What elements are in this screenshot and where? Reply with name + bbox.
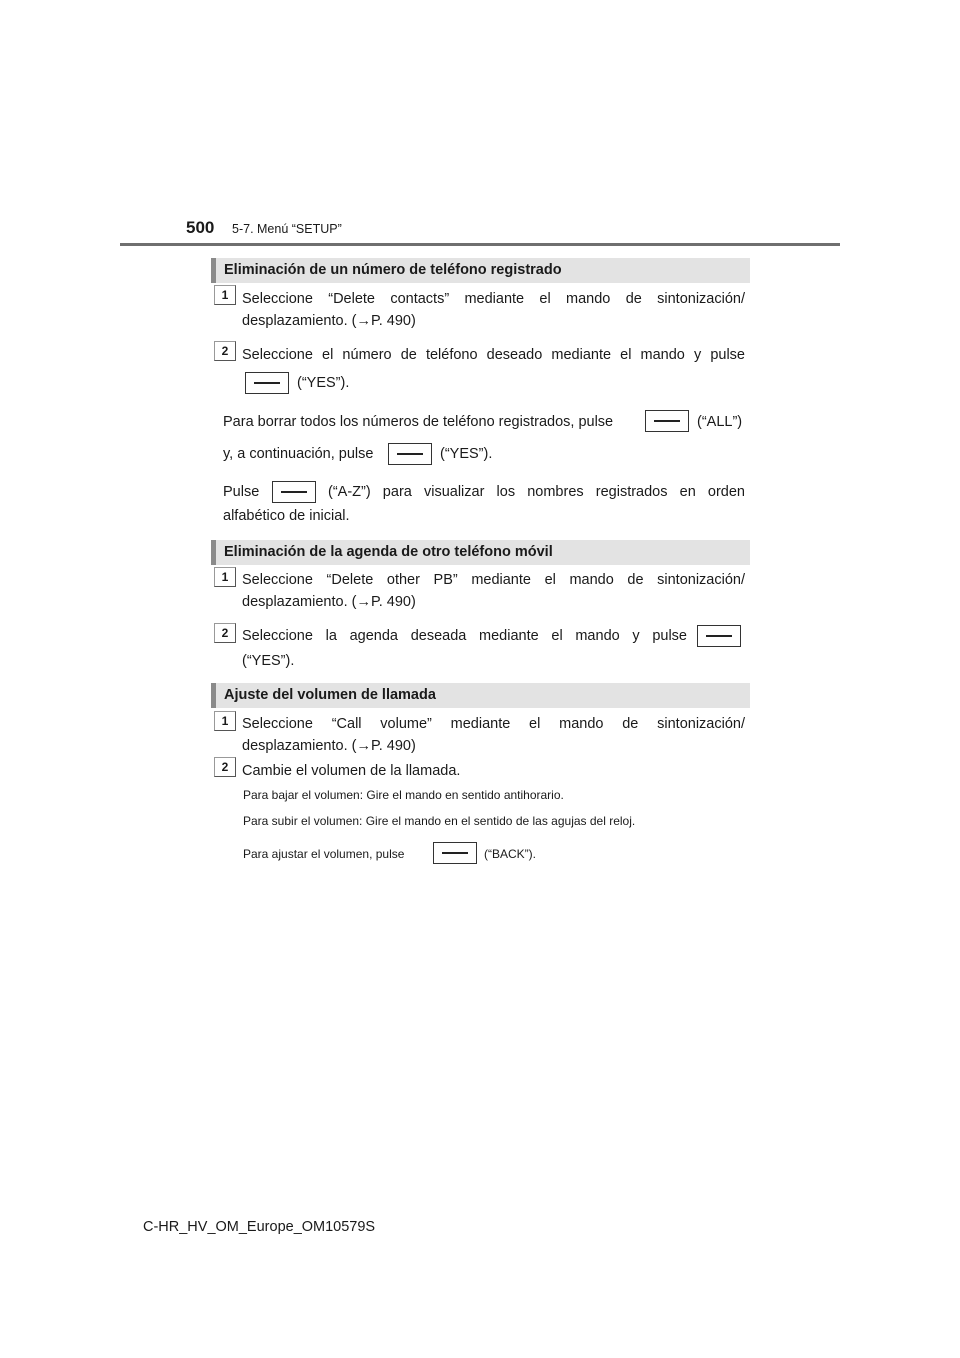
button-graphic <box>433 842 477 864</box>
step-number-badge: 2 <box>214 757 236 777</box>
step-number-badge: 1 <box>214 711 236 731</box>
header-divider <box>120 243 840 246</box>
step-text-continuation: (“YES”). <box>242 653 295 669</box>
sub-note: Para ajustar el volumen, pulse <box>243 847 405 861</box>
step-text: Seleccione “Delete contacts” mediante el mando de sintonización/ desplazamiento. (→P. 490) <box>242 291 745 329</box>
sub-note: (“BACK”). <box>484 847 536 861</box>
note-text: (“A-Z”) para visualizar los nombres registrados en orden <box>328 484 745 500</box>
step-text: Seleccione “Delete other PB” mediante el mando de sintonización/ desplazamiento. (→P. 490) <box>242 572 745 610</box>
step-number-badge: 2 <box>214 623 236 643</box>
button-graphic <box>388 443 432 465</box>
note-text: Pulse <box>223 484 260 500</box>
step-text-continuation: (“YES”). <box>297 375 350 391</box>
page-number: 500 <box>186 218 215 237</box>
section-heading-delete-phonebook: Eliminación de la agenda de otro teléfono móvil <box>211 540 750 565</box>
button-graphic <box>697 625 741 647</box>
note-text: Para borrar todos los números de teléfono registrados, pulse <box>223 414 614 430</box>
note-text: y, a continuación, pulse <box>223 446 374 462</box>
document-code: C-HR_HV_OM_Europe_OM10579S <box>143 1219 376 1235</box>
step-text: Cambie el volumen de la llamada. <box>242 763 461 779</box>
button-graphic <box>245 372 289 394</box>
note-text: alfabético de inicial. <box>223 508 350 524</box>
note-text: (“YES”). <box>440 446 493 462</box>
button-graphic <box>272 481 316 503</box>
sub-note: Para subir el volumen: Gire el mando en el sentido de las agujas del reloj. <box>243 814 636 828</box>
section-title: 5-7. Menú “SETUP” <box>232 222 342 236</box>
step-number-badge: 1 <box>214 285 236 305</box>
step-number-badge: 1 <box>214 567 236 587</box>
button-graphic <box>645 410 689 432</box>
section-heading-delete-number: Eliminación de un número de teléfono registrado <box>211 258 750 283</box>
step-number-badge: 2 <box>214 341 236 361</box>
sub-note: Para bajar el volumen: Gire el mando en sentido antihorario. <box>243 788 564 802</box>
step-text: Seleccione “Call volume” mediante el mando de sintonización/ desplazamiento. (→P. 490) <box>242 716 745 754</box>
note-text: (“ALL”) <box>697 414 743 430</box>
step-text: Seleccione el número de teléfono deseado mediante el mando y pulse <box>242 347 745 363</box>
step-text: Seleccione la agenda deseada mediante el mando y pulse <box>242 628 687 644</box>
section-heading-call-volume: Ajuste del volumen de llamada <box>211 683 750 708</box>
